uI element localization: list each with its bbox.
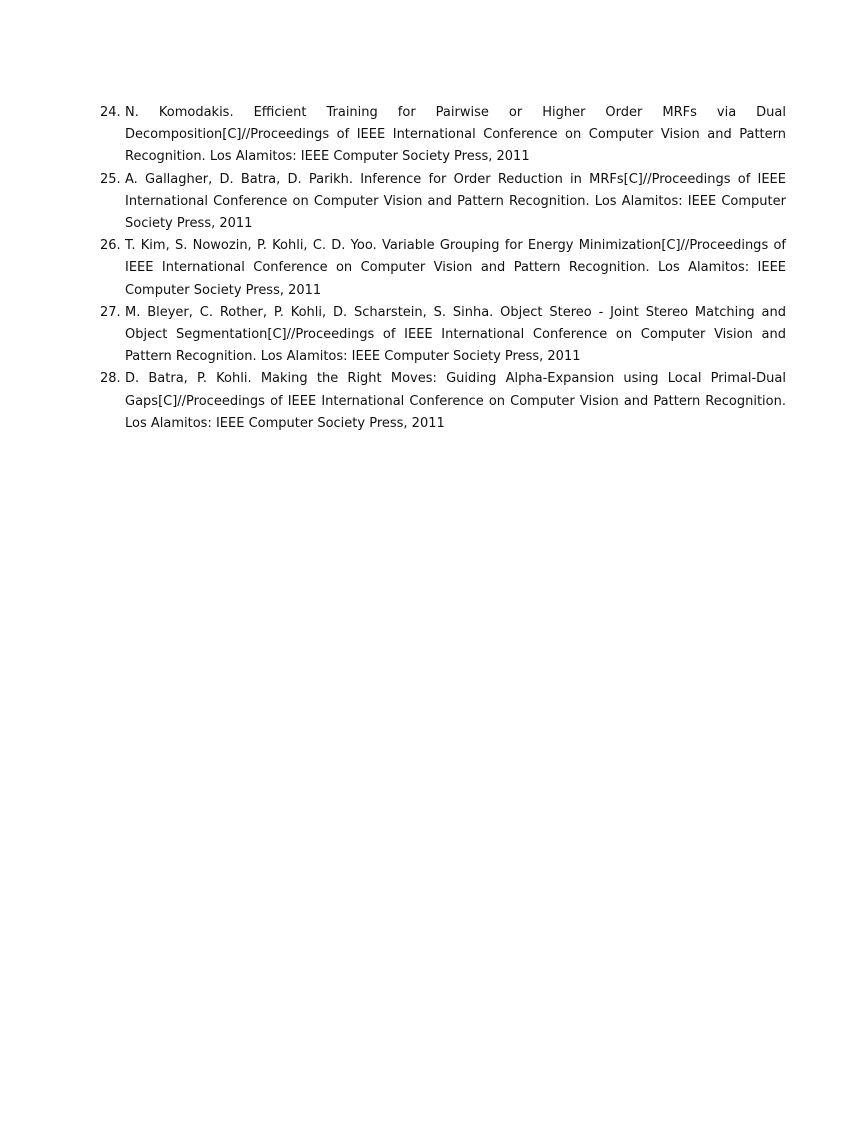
reference-text: M. Bleyer, C. Rother, P. Kohli, D. Scharstein, S. Sinha. Object Stereo - Joint Stereo Matching and Object Segmentation[C]//Proceedings of IEEE International Conference on Computer Vision and Pattern Recognition. Los Alamitos: IEEE Computer Society Press, 2011 xyxy=(125,304,786,365)
reference-text: D. Batra, P. Kohli. Making the Right Moves: Guiding Alpha-Expansion using Local Primal-Dual Gaps[C]//Proceedings of IEEE International Conference on Computer Vision and Pattern Recognition. Los Alamitos: IEEE Computer Society Press, 2011 xyxy=(125,371,786,431)
reference-text: A. Gallagher, D. Batra, D. Parikh. Inference for Order Reduction in MRFs[C]//Proceedings of IEEE International Conference on Computer Vision and Pattern Recognition. Los Alamitos: IEEE Computer Society Press, 2011 xyxy=(125,171,786,232)
reference-number: 24. xyxy=(100,105,121,120)
reference-number: 26. xyxy=(100,238,121,254)
reference-item xyxy=(100,302,786,369)
reference-list xyxy=(100,102,786,435)
reference-item xyxy=(100,102,786,169)
reference-text: N. Komodakis. Efficient Training for Pairwise or Higher Order MRFs via Dual Decomposition[C]//Proceedings of IEEE International Conference on Computer Vision and Pattern Recognition. Los Alamitos: IEEE Computer Society Press, 2011 xyxy=(125,105,786,165)
reference-item xyxy=(100,169,786,236)
reference-number: 25. xyxy=(100,171,121,187)
reference-number: 27. xyxy=(100,304,121,320)
reference-text: T. Kim, S. Nowozin, P. Kohli, C. D. Yoo. Variable Grouping for Energy Minimization[C]//Proceedings of IEEE International Conference on Computer Vision and Pattern Recognition. Los Alamitos: IEEE Computer Society Press, 2011 xyxy=(125,238,786,298)
reference-item xyxy=(100,235,786,302)
reference-item xyxy=(100,368,786,435)
reference-number: 28. xyxy=(100,371,121,387)
